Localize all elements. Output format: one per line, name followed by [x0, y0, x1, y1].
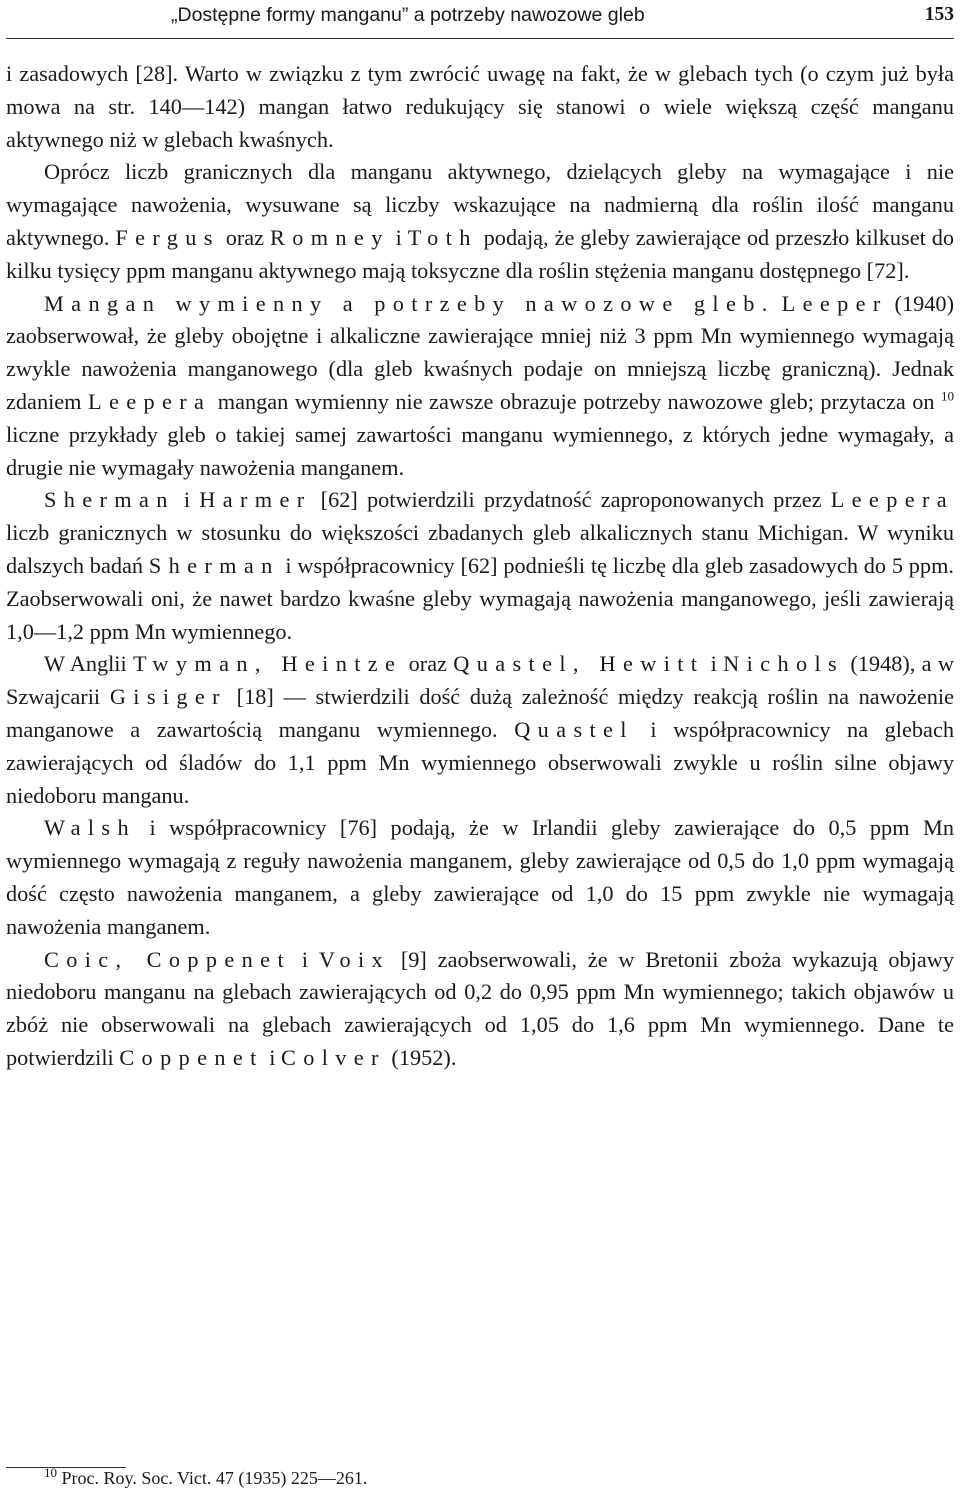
body-text	[6, 58, 954, 1075]
author-name: Twyman, Heintze	[133, 651, 403, 677]
author-name: Quastel, Hewitt	[453, 651, 705, 677]
paragraph-2	[6, 156, 954, 287]
text: i współpracownicy na glebach zawierających od śladów do 1,1 ppm Mn wymiennego obserwowali zwykle u roślin silne objawy niedoboru manganu.	[6, 716, 954, 808]
paragraph-3	[6, 288, 954, 485]
text: podają, że gleby zawierające od przeszło kilkuset do kilku tysięcy ppm manganu aktywnego mają toksyczne dla roślin stężenia manganu dostępnego [72].	[6, 224, 955, 283]
text: [18] — stwierdzili dość dużą zależność między reakcją roślin na nawożenie manganowe a zawartością manganu wymiennego.	[6, 684, 954, 742]
author-name: Leepera	[87, 388, 212, 414]
text: [9] zaobserwowali, że w Bretonii zboża wykazują objawy niedoboru manganu na glebach zawierających od 0,2 do 0,95 ppm Mn wymiennego; takich objawów u zbóż nie obserwowali na glebach zawierających od 1,05 do 1,6 ppm Mn wymiennego. Dane te potwierdzili	[6, 946, 954, 1070]
author-name: Quastel	[514, 716, 634, 742]
page	[6, 0, 955, 1488]
author-name: Colver	[281, 1044, 386, 1070]
text: oraz	[219, 224, 270, 250]
author-name: Sherman	[44, 487, 175, 513]
text: liczb granicznych w stosunku do większości zbadanych gleb alkalicznych stanu Michigan. W wyniku dalszych badań	[6, 520, 954, 578]
text: (1940) zaobserwował, że gleby obojętne i alkaliczne zawierające mniej niż 3 ppm Mn wymiennego wymagają zwykle nawożenia manganowego (dla gleb kwaśnych podaje on mniejszą liczbę graniczną). Jednak zdaniem	[6, 290, 954, 414]
paragraph-1	[6, 58, 954, 156]
author-name: Romney	[269, 224, 390, 250]
text: (1948), a w Szwajcarii	[6, 651, 954, 710]
paragraph-4	[6, 484, 954, 648]
text: mangan wymienny nie zawsze obrazuje potrzeby nawozowe gleb; przytacza on	[211, 388, 941, 414]
text: [62] potwierdzili przydatność zaproponowanych przez	[311, 487, 831, 513]
text: oraz	[402, 651, 454, 677]
text: liczne przykłady gleb o takiej samej zawartości manganu wymiennego, z których jedne wymagały, a drugie nie wymagały nawożenia manganem.	[6, 421, 954, 480]
footnote-reference[interactable]: 10	[941, 388, 954, 404]
author-name: Sherman	[148, 552, 280, 578]
text: W Anglii	[44, 651, 134, 677]
header-rule	[6, 38, 954, 39]
author-name: Coppenet	[119, 1044, 264, 1070]
text: i	[263, 1044, 281, 1070]
author-name: Gisiger	[109, 684, 227, 710]
text: Oprócz liczb granicznych dla manganu aktywnego, dzielących gleby na wymagające i nie wymagające nawożenia, wysuwane są liczby wskazujące na nadmierną dla roślin ilość manganu aktywnego.	[6, 159, 954, 250]
paragraph-5	[6, 648, 954, 812]
author-name: Toth	[407, 224, 478, 250]
author-name: Leepera	[830, 487, 954, 513]
text: i	[389, 224, 408, 250]
page-number: 153	[924, 4, 954, 25]
footnote	[44, 1466, 367, 1490]
author-name: Nichols	[723, 651, 845, 677]
running-head	[6, 0, 954, 32]
author-name: Leeper	[781, 290, 888, 316]
running-title: „Dostępne formy manganu” a potrzeby nawozowe gleb	[171, 4, 645, 26]
text: i	[291, 946, 319, 972]
author-name: Voix	[318, 946, 391, 972]
text: i	[704, 651, 724, 677]
author-name: Harmer	[199, 487, 312, 513]
section-heading: Mangan wymienny a potrzeby nawozowe gleb.	[44, 290, 775, 316]
text: i współpracownicy [76] podają, że w Irlandii gleby zawierające do 0,5 ppm Mn wymiennego wymagają z reguły nawożenia manganem, gleby zawierające od 0,5 do 1,0 ppm wymagają dość często nawożenia manganem, a gleby zawierające od 1,0 do 15 ppm zwykle nie wymagają nawożenia manganem.	[6, 815, 954, 939]
text: i	[174, 487, 200, 513]
paragraph-6	[6, 812, 954, 943]
footnote-number: 10	[44, 1465, 57, 1480]
paragraph-7	[6, 944, 954, 1075]
paragraph-1-text: i zasadowych [28]. Warto w związku z tym zwrócić uwagę na fakt, że w glebach tych (o czym już była mowa na str. 140—142) mangan łatwo redukujący się stanowi o wiele większą część manganu aktywnego niż w glebach kwaśnych.	[6, 61, 954, 152]
author-name: Walsh	[44, 815, 136, 841]
author-name: Coic, Coppenet	[44, 946, 291, 972]
text: (1952).	[385, 1044, 457, 1070]
footnote-text: Proc. Roy. Soc. Vict. 47 (1935) 225—261.	[61, 1468, 368, 1488]
text: i współpracownicy [62] podnieśli tę liczbę dla gleb zasadowych do 5 ppm. Zaobserwowali oni, że nawet bardzo kwaśne gleby wymagają nawożenia manganowego, jeśli zawierają 1,0—1,2 ppm Mn wymiennego.	[6, 552, 954, 644]
author-name: Fergus	[115, 224, 220, 250]
